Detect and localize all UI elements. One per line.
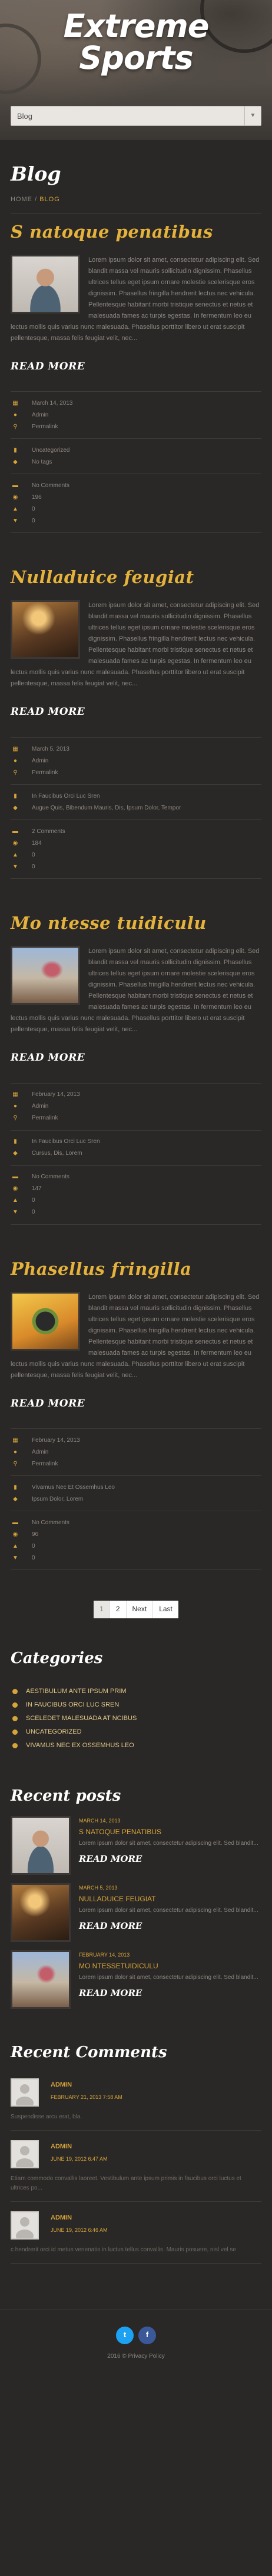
calendar-icon: ▦: [12, 1091, 18, 1098]
meta-comments[interactable]: [11, 826, 261, 838]
category-label: AESTIBULUM ANTE IPSUM PRIM: [26, 1687, 127, 1695]
post-thumbnail[interactable]: [11, 946, 80, 1005]
tag-icon: ◆: [13, 459, 18, 466]
category-link[interactable]: [11, 1739, 261, 1752]
category-link[interactable]: [11, 1685, 261, 1698]
recent-post-item: [11, 1950, 261, 2009]
meta-date: [11, 744, 261, 755]
post-thumbnail[interactable]: [11, 255, 80, 314]
category-label: VIVAMUS NEC EX OSSEMHUS LEO: [26, 1741, 134, 1749]
read-more-link[interactable]: READ MORE: [11, 1397, 85, 1409]
meta-category-text: Uncategorized: [32, 447, 70, 454]
meta-category-text: In Faucibus Orci Luc Sren: [32, 1138, 100, 1145]
tag-icon: ◆: [13, 1496, 18, 1503]
meta-date: [11, 398, 261, 409]
facebook-icon[interactable]: f: [138, 2327, 156, 2344]
recent-comments-widget: [11, 2042, 261, 2264]
category-label: UNCATEGORIZED: [26, 1728, 82, 1735]
copyright-text: 2016 © Privacy Policy: [107, 2352, 165, 2360]
meta-author[interactable]: [11, 1447, 261, 1458]
meta-comments[interactable]: [11, 1172, 261, 1184]
meta-views: [11, 1529, 261, 1541]
post-meta: [11, 391, 261, 533]
meta-date: [11, 1435, 261, 1447]
meta-dislikes[interactable]: [11, 515, 261, 527]
comment-author[interactable]: ADMIN: [51, 2142, 72, 2150]
calendar-icon: ▦: [12, 745, 18, 752]
meta-tags-text: Augue Quis, Bibendum Mauris, Dis, Ipsum Dolor, Tempor: [32, 804, 181, 811]
post-meta: [11, 1083, 261, 1225]
meta-permalink[interactable]: [11, 421, 261, 433]
comment-text[interactable]: Suspendisse arcu erat, bla.: [11, 2113, 82, 2120]
bullet-icon: [12, 1743, 18, 1748]
recent-post-text: [79, 1883, 258, 1942]
recent-post-item: [11, 1883, 261, 1942]
comment-text[interactable]: c hendrerit orci id metus venenatis in luctus tellus convallis. Mauris posuere, nisl vel se: [11, 2246, 236, 2253]
meta-tags-text: No tags: [32, 459, 52, 466]
meta-author-text: Admin: [32, 412, 49, 419]
comment-date: JUNE 19, 2012 6:47 AM: [51, 2155, 108, 2162]
bookmark-icon: ▮: [14, 1484, 17, 1491]
post-body: [11, 1292, 261, 1381]
widget-title: Recent Comments: [11, 2044, 167, 2062]
bookmark-icon: ▮: [14, 1138, 17, 1145]
thumbs-up-icon: ▲: [12, 506, 18, 513]
post-body: [11, 255, 261, 344]
recent-post-title[interactable]: S NATOQUE PENATIBUS: [79, 1828, 162, 1837]
meta-tags-text: Cursus, Dis, Lorem: [32, 1150, 82, 1157]
meta-comments[interactable]: [11, 480, 261, 492]
meta-comments-text: No Comments: [32, 482, 69, 489]
meta-group: [11, 1084, 261, 1131]
post-excerpt: Lorem ipsum dolor sit amet, consectetur adipiscing elit. Sed blandit massa vel mauris sollicitudin dignissim. Phasellus ultrices tellus eget ipsum ornare molestie scelerisque eros dignissim. Phasellus fringilla hendrerit lectus nec vehicula. Pellentesque habitant morbi tristique senectus et netus et malesuada fames ac turpis egestas. In fermentum leo eu lectus mollis quis varius nunc malesuada. Phasellus porttitor libero ut erat suscipit pellentesque, massa felis feugiat velit, nec...: [11, 602, 260, 688]
last-page-link[interactable]: Last: [153, 1601, 178, 1618]
meta-author-text: Admin: [32, 757, 49, 764]
user-icon: ●: [13, 1449, 18, 1456]
category-label: SCELEDET MALESUADA AT NCIBUS: [26, 1714, 137, 1722]
meta-group: [11, 1511, 261, 1570]
user-icon: ●: [13, 757, 18, 764]
category-label: IN FAUCIBUS ORCI LUC SREN: [26, 1701, 120, 1708]
meta-group: [11, 439, 261, 474]
widget-title: Recent posts: [11, 1787, 121, 1805]
post-body: [11, 946, 261, 1035]
meta-category[interactable]: [11, 1482, 261, 1494]
social-links: [0, 2327, 272, 2344]
meta-group: [11, 820, 261, 879]
meta-group: [11, 1429, 261, 1476]
chevron-down-icon: ▼: [244, 106, 261, 125]
meta-author[interactable]: [11, 1101, 261, 1113]
eye-icon: ◉: [12, 1185, 18, 1192]
meta-group: [11, 474, 261, 533]
meta-group: [11, 738, 261, 785]
meta-category[interactable]: [11, 445, 261, 456]
comment-header: [11, 2211, 261, 2240]
meta-tags[interactable]: [11, 1494, 261, 1505]
recent-post-date: MARCH 5, 2013: [79, 1885, 118, 1891]
avatar: [11, 2140, 39, 2168]
post-excerpt: Lorem ipsum dolor sit amet, consectetur adipiscing elit. Sed blandit massa vel mauris sollicitudin dignissim. Phasellus ultrices tellus eget ipsum ornare molestie scelerisque eros dignissim. Phasellus fringilla hendrerit lectus nec vehicula. Pellentesque habitant morbi tristique senectus et netus et malesuada fames ac turpis egestas. In fermentum leo eu lectus mollis quis varius nunc malesuada. Phasellus porttitor libero ut erat suscipit pellentesque, massa felis feugiat velit, nec...: [11, 948, 260, 1034]
breadcrumb-home[interactable]: HOME: [11, 195, 32, 203]
meta-category-text: Vivamus Nec Et Ossemhus Leo: [32, 1484, 115, 1491]
meta-likes-text: 0: [32, 506, 35, 513]
recent-post-list: [11, 1816, 261, 2009]
recent-post-date: FEBRUARY 14, 2013: [79, 1952, 130, 1958]
user-icon: ●: [13, 412, 18, 419]
avatar: [11, 2078, 39, 2107]
user-icon: ●: [13, 1103, 18, 1110]
meta-group: [11, 785, 261, 820]
meta-dislikes[interactable]: [11, 1552, 261, 1564]
meta-views-text: 147: [32, 1185, 42, 1192]
link-icon: ⚲: [13, 769, 18, 776]
comment-header: [11, 2078, 261, 2107]
meta-date-text: February 14, 2013: [32, 1091, 80, 1098]
meta-likes-text: 0: [32, 851, 35, 858]
recent-post-text: [79, 1816, 258, 1875]
comment-meta: [51, 2140, 108, 2163]
widget-title: Categories: [11, 1649, 103, 1667]
eye-icon: ◉: [12, 839, 18, 847]
twitter-icon[interactable]: t: [116, 2327, 134, 2344]
link-icon: ⚲: [13, 424, 18, 431]
meta-dislikes[interactable]: [11, 1207, 261, 1219]
page-2-link[interactable]: 2: [110, 1601, 127, 1618]
recent-post-date: MARCH 14, 2013: [79, 1818, 121, 1824]
recent-comment-item: [11, 2131, 261, 2202]
recent-post-thumbnail[interactable]: [11, 1950, 71, 2009]
bullet-icon: [12, 1689, 18, 1694]
comment-date: JUNE 19, 2012 6:46 AM: [51, 2227, 108, 2233]
avatar: [11, 2211, 39, 2240]
link-icon: ⚲: [13, 1115, 18, 1122]
meta-dislikes-text: 0: [32, 518, 35, 525]
bullet-icon: [12, 1716, 18, 1721]
category-list: [11, 1685, 261, 1752]
thumbs-down-icon: ▼: [12, 1209, 18, 1216]
bookmark-icon: ▮: [14, 792, 17, 799]
meta-tags[interactable]: [11, 456, 261, 468]
eye-icon: ◉: [12, 1531, 18, 1538]
post-body: [11, 600, 261, 689]
meta-tags-text: Ipsum Dolor, Lorem: [32, 1496, 84, 1503]
category-link[interactable]: [11, 1712, 261, 1725]
meta-permalink-text: Permalink: [32, 1115, 58, 1122]
read-more-link[interactable]: READ MORE: [79, 1920, 142, 1931]
recent-post-excerpt: Lorem ipsum dolor sit amet, consectetur adipiscing elit. Sed blandit...: [79, 1974, 258, 1981]
post-title[interactable]: S natoque penatibus: [11, 221, 213, 242]
post-title[interactable]: Mo ntesse tuidiculu: [11, 913, 207, 934]
thumbs-down-icon: ▼: [12, 863, 18, 870]
meta-group: [11, 1131, 261, 1166]
post-meta: [11, 1428, 261, 1570]
meta-views: [11, 1184, 261, 1195]
meta-author[interactable]: [11, 755, 261, 767]
recent-comment-item: [11, 2069, 261, 2131]
thumbs-down-icon: ▼: [12, 1555, 18, 1562]
meta-dislikes-text: 0: [32, 863, 35, 870]
post-thumbnail[interactable]: [11, 600, 80, 659]
meta-permalink[interactable]: [11, 767, 261, 779]
page-title: Blog: [11, 162, 61, 185]
tag-icon: ◆: [13, 804, 18, 811]
blog-post: [11, 1259, 261, 1571]
comment-meta: [51, 2211, 108, 2234]
read-more-link[interactable]: READ MORE: [11, 1052, 85, 1064]
blog-post: [11, 913, 261, 1225]
meta-likes-text: 0: [32, 1197, 35, 1204]
post-thumbnail[interactable]: [11, 1292, 80, 1351]
comment-text[interactable]: Etiam commodo convallis laoreet. Vestibulum ante ipsum primis in faucibus orci luctus et ultrices po...: [11, 2175, 241, 2191]
meta-tags[interactable]: [11, 1148, 261, 1160]
read-more-link[interactable]: READ MORE: [11, 706, 85, 718]
comment-author[interactable]: ADMIN: [51, 2214, 72, 2221]
meta-views: [11, 838, 261, 849]
recent-post-thumbnail[interactable]: [11, 1816, 71, 1875]
read-more-link[interactable]: READ MORE: [79, 1853, 142, 1864]
post-title[interactable]: Nulladuice feugiat: [11, 567, 194, 588]
meta-group: [11, 392, 261, 439]
meta-dislikes-text: 0: [32, 1209, 35, 1216]
recent-post-text: [79, 1950, 258, 2009]
blog-post: [11, 567, 261, 879]
recent-post-item: [11, 1816, 261, 1875]
recent-comment-item: [11, 2202, 261, 2264]
post-excerpt: Lorem ipsum dolor sit amet, consectetur adipiscing elit. Sed blandit massa vel mauris sollicitudin dignissim. Phasellus ultrices tellus eget ipsum ornare molestie scelerisque eros dignissim. Phasellus fringilla hendrerit lectus nec vehicula. Pellentesque habitant morbi tristique senectus et netus et malesuada fames ac turpis egestas. In fermentum leo eu lectus mollis quis varius nunc malesuada. Phasellus porttitor libero ut erat suscipit pellentesque, massa felis feugiat velit, nec...: [11, 1293, 260, 1379]
site-header: [0, 0, 272, 140]
site-logo[interactable]: Extreme Sports: [63, 8, 209, 76]
page-1-link[interactable]: 1: [94, 1601, 110, 1618]
comment-meta: [51, 2078, 122, 2101]
bookmark-icon: ▮: [14, 447, 17, 454]
recent-post-title[interactable]: MO NTESSETUIDICULU: [79, 1962, 158, 1971]
comment-header: [11, 2140, 261, 2168]
comment-icon: ▬: [12, 482, 18, 489]
meta-category-text: In Faucibus Orci Luc Sren: [32, 792, 100, 799]
recent-post-title[interactable]: NULLADUICE FEUGIAT: [79, 1895, 156, 1904]
next-page-link[interactable]: Next: [127, 1601, 154, 1618]
recent-post-thumbnail[interactable]: [11, 1883, 71, 1942]
category-link[interactable]: [11, 1698, 261, 1712]
meta-likes-text: 0: [32, 1543, 35, 1550]
meta-permalink[interactable]: [11, 1458, 261, 1470]
meta-date-text: March 5, 2013: [32, 745, 69, 752]
meta-group: [11, 1166, 261, 1225]
recent-post-excerpt: Lorem ipsum dolor sit amet, consectetur adipiscing elit. Sed blandit...: [79, 1907, 258, 1914]
calendar-icon: ▦: [12, 400, 18, 407]
thumbs-up-icon: ▲: [12, 1197, 18, 1204]
category-link[interactable]: [11, 1725, 261, 1739]
post-list: [11, 222, 261, 1571]
meta-views: [11, 492, 261, 504]
meta-permalink[interactable]: [11, 1113, 261, 1125]
meta-date-text: February 14, 2013: [32, 1437, 80, 1444]
comment-author[interactable]: ADMIN: [51, 2081, 72, 2088]
meta-likes[interactable]: [11, 1541, 261, 1552]
link-icon: ⚲: [13, 1461, 18, 1468]
meta-likes[interactable]: [11, 1195, 261, 1207]
thumbs-up-icon: ▲: [12, 1543, 18, 1550]
meta-comments[interactable]: [11, 1517, 261, 1529]
eye-icon: ◉: [12, 494, 18, 501]
tag-icon: ◆: [13, 1150, 18, 1157]
comment-icon: ▬: [12, 1174, 18, 1181]
recent-post-excerpt: Lorem ipsum dolor sit amet, consectetur adipiscing elit. Sed blandit...: [79, 1839, 258, 1847]
meta-dislikes-text: 0: [32, 1555, 35, 1562]
divider: [11, 213, 261, 214]
nav-select[interactable]: Blog ▼: [11, 106, 261, 126]
meta-comments-text: No Comments: [32, 1519, 69, 1527]
meta-category[interactable]: [11, 1137, 261, 1148]
meta-tags[interactable]: [11, 802, 261, 814]
meta-views-text: 196: [32, 494, 42, 501]
meta-views-text: 96: [32, 1531, 39, 1538]
read-more-link[interactable]: READ MORE: [79, 1987, 142, 1998]
post-title[interactable]: Phasellus fringilla: [11, 1258, 192, 1279]
comment-date: FEBRUARY 21, 2013 7:58 AM: [51, 2094, 122, 2100]
meta-date-text: March 14, 2013: [32, 400, 73, 407]
meta-permalink-text: Permalink: [32, 769, 58, 776]
post-excerpt: Lorem ipsum dolor sit amet, consectetur adipiscing elit. Sed blandit massa vel mauris sollicitudin dignissim. Phasellus ultrices tellus eget ipsum ornare molestie scelerisque eros dignissim. Phasellus fringilla hendrerit lectus nec vehicula. Pellentesque habitant morbi tristique senectus et netus et malesuada fames ac turpis egestas. In fermentum leo eu lectus mollis quis varius nunc malesuada. Phasellus porttitor libero ut erat suscipit pellentesque, massa felis feugiat velit, nec...: [11, 256, 260, 342]
read-more-link[interactable]: READ MORE: [11, 360, 85, 372]
blog-post: [11, 222, 261, 534]
bullet-icon: [12, 1729, 18, 1735]
site-footer: [0, 2310, 272, 2373]
meta-likes[interactable]: [11, 849, 261, 861]
pagination: [11, 1601, 261, 1618]
thumbs-up-icon: ▲: [12, 851, 18, 858]
meta-views-text: 184: [32, 839, 42, 847]
meta-date: [11, 1089, 261, 1101]
recent-posts-widget: [11, 1785, 261, 2009]
breadcrumb: HOME / BLOG: [11, 195, 60, 203]
meta-permalink-text: Permalink: [32, 1461, 58, 1468]
meta-author[interactable]: [11, 409, 261, 421]
post-meta: [11, 737, 261, 879]
meta-comments-text: No Comments: [32, 1174, 69, 1181]
comment-icon: ▬: [12, 1519, 18, 1527]
meta-likes[interactable]: [11, 504, 261, 515]
meta-author-text: Admin: [32, 1103, 49, 1110]
breadcrumb-current: BLOG: [39, 195, 60, 203]
comment-icon: ▬: [12, 828, 18, 835]
recent-comment-list: [11, 2069, 261, 2264]
thumbs-down-icon: ▼: [12, 518, 18, 525]
categories-widget: [11, 1648, 261, 1753]
meta-author-text: Admin: [32, 1449, 49, 1456]
bullet-icon: [12, 1702, 18, 1708]
meta-comments-text: 2 Comments: [32, 828, 65, 835]
meta-dislikes[interactable]: [11, 861, 261, 873]
meta-permalink-text: Permalink: [32, 424, 58, 431]
meta-category[interactable]: [11, 791, 261, 802]
meta-group: [11, 1476, 261, 1511]
calendar-icon: ▦: [12, 1437, 18, 1444]
